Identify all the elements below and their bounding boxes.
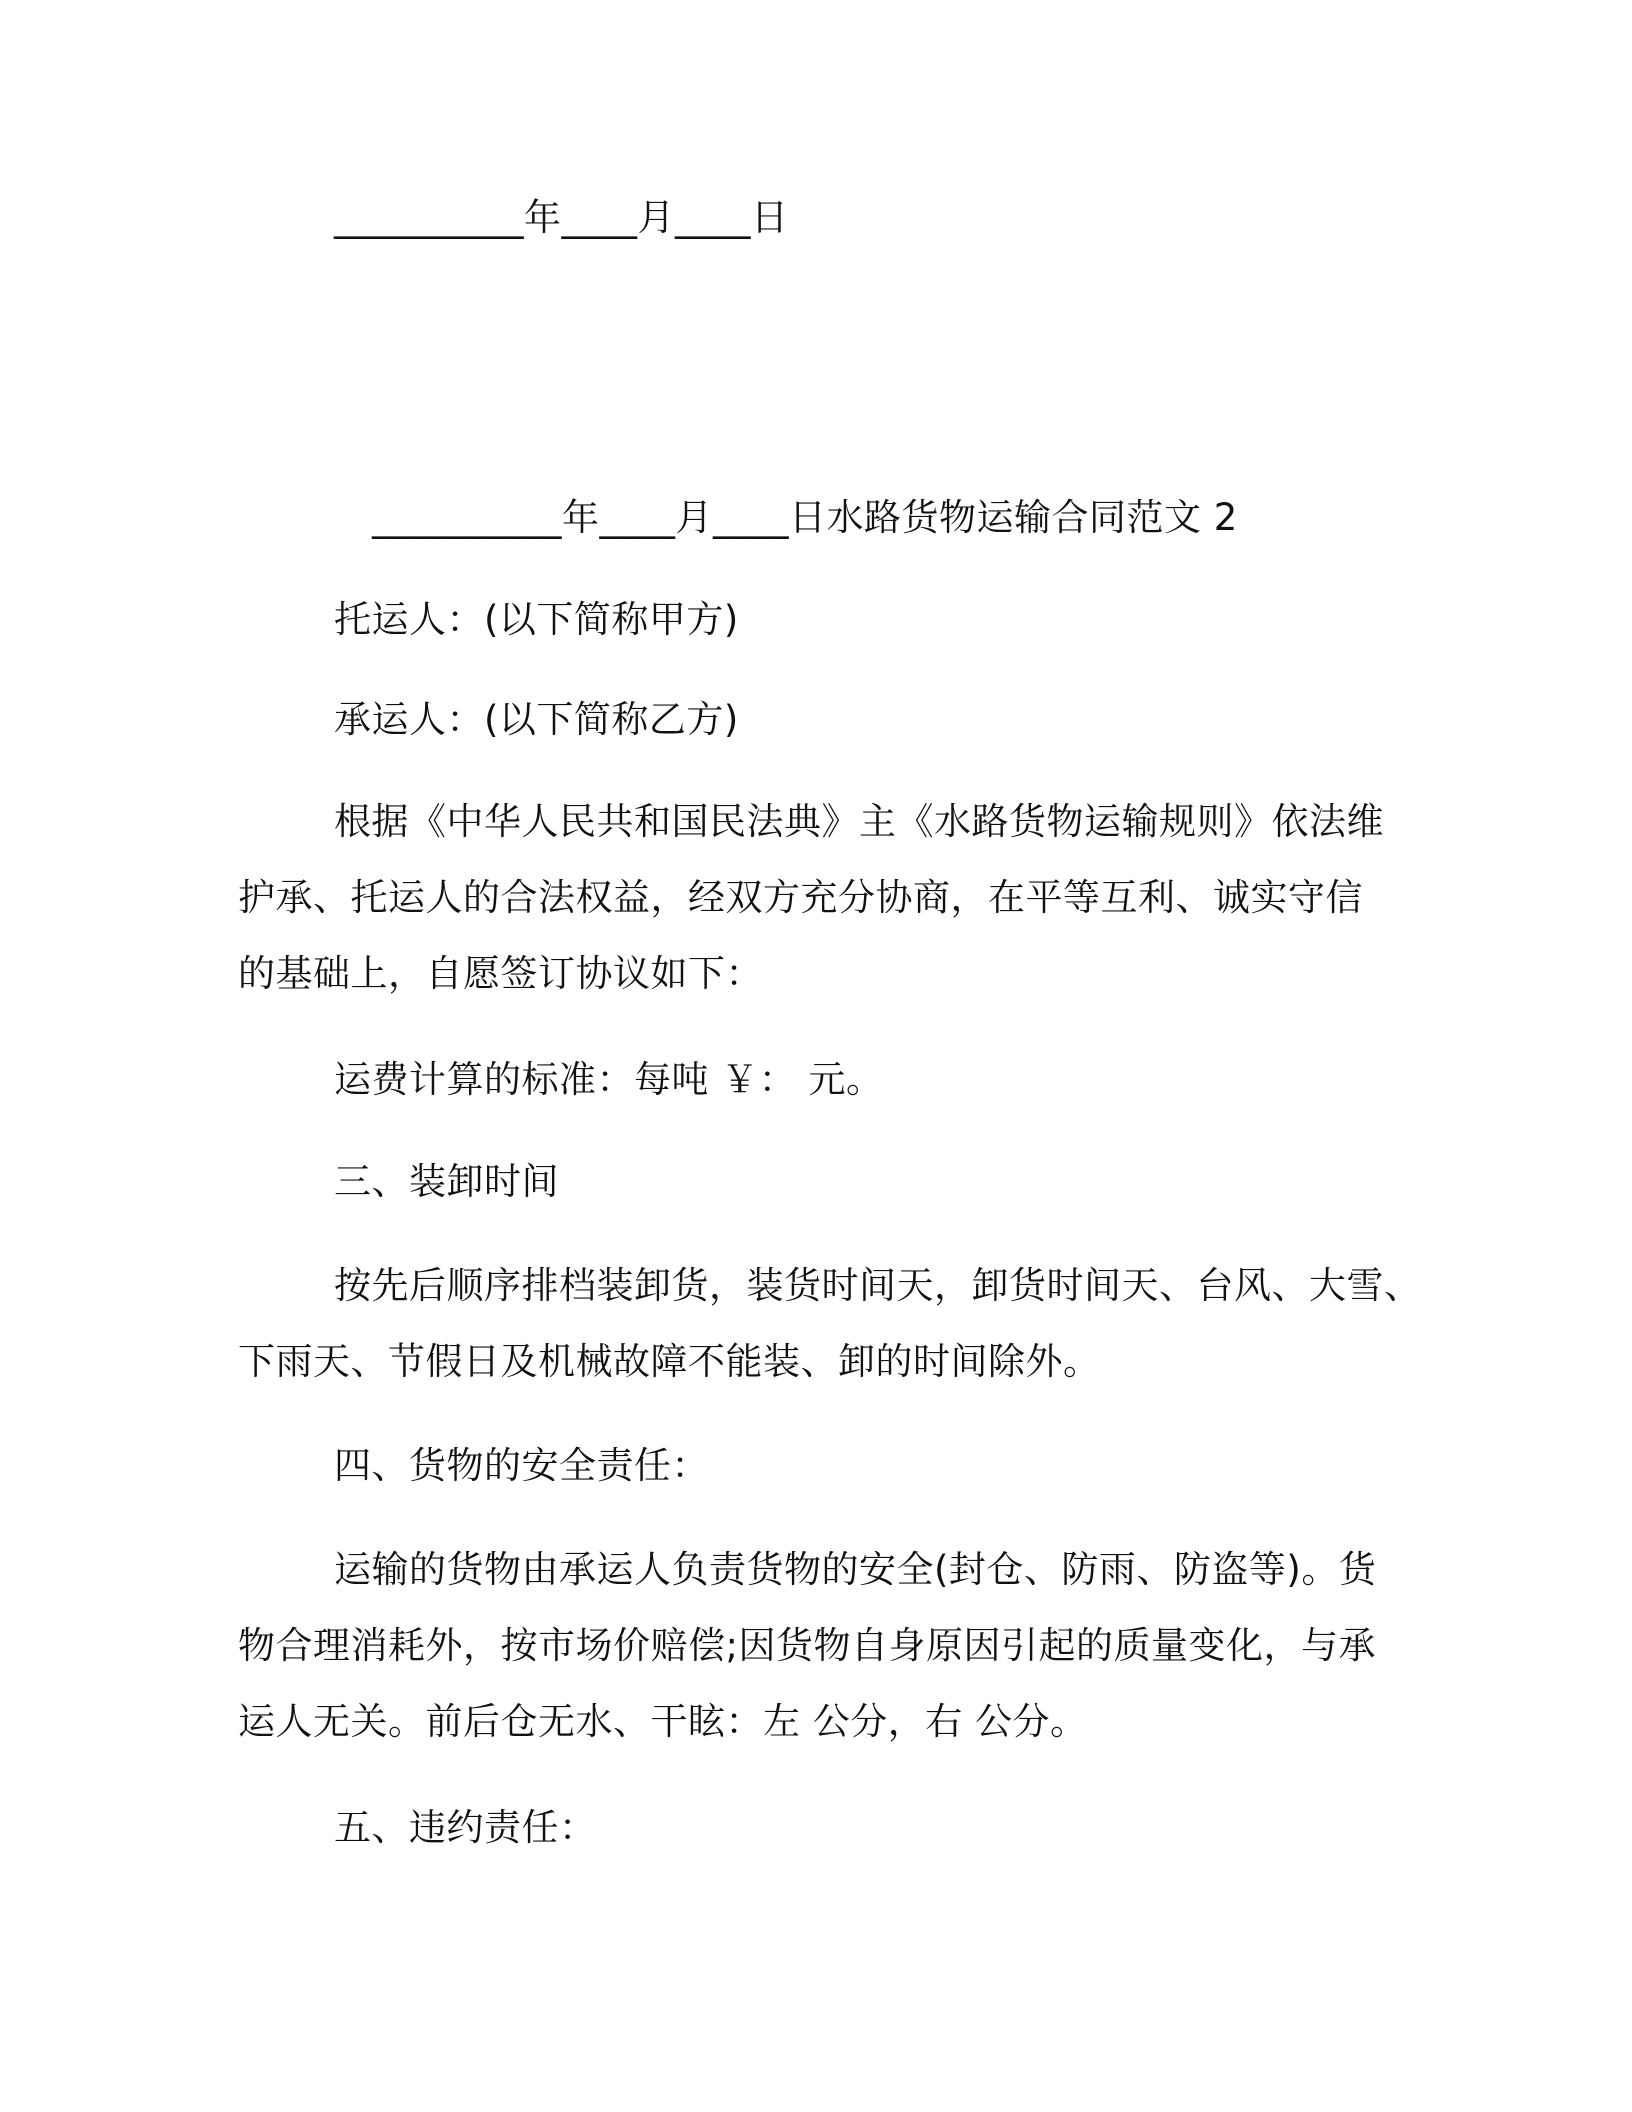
basis-line-3: 的基础上，自愿签订协议如下：	[238, 952, 763, 995]
basis-line-1: 根据《中华人民共和国民法典》主《水路货物运输规则》依法维	[334, 800, 1384, 843]
section3-line-1: 按先后顺序排档装卸货，装货时间天，卸货时间天、台风、大雪、	[334, 1264, 1422, 1307]
carrier-line: 承运人：(以下简称乙方)	[334, 698, 739, 741]
section3-line-2: 下雨天、节假日及机械故障不能装、卸的时间除外。	[238, 1340, 1101, 1383]
section4-line-1: 运输的货物由承运人负责货物的安全(封仓、防雨、防盗等)。货	[334, 1548, 1377, 1591]
section4-line-3: 运人无关。前后仓无水、干眩：左 公分，右 公分。	[238, 1700, 1088, 1743]
section4-heading: 四、货物的安全责任：	[334, 1444, 709, 1487]
freight-line: 运费计算的标准：每吨 ￥： 元。	[334, 1058, 884, 1101]
section3-heading: 三、装卸时间	[334, 1160, 559, 1203]
section5-heading: 五、违约责任：	[334, 1806, 597, 1849]
date-line: __________年____月____日	[334, 196, 789, 239]
section4-line-2: 物合理消耗外，按市场价赔偿;因货物自身原因引起的质量变化，与承	[238, 1624, 1376, 1667]
basis-line-2: 护承、托运人的合法权益，经双方充分协商，在平等互利、诚实守信	[238, 876, 1363, 919]
consignor-line: 托运人：(以下简称甲方)	[334, 598, 739, 641]
document-title: __________年____月____日水路货物运输合同范文 2	[372, 496, 1238, 539]
